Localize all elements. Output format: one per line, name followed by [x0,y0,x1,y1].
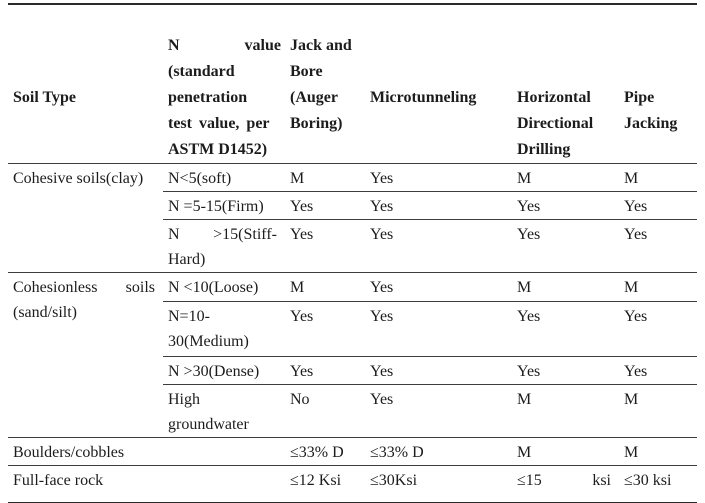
cell-hdd: M [512,385,619,438]
cell-jack-and-bore: ≤33% D [285,438,365,466]
cell-soil-type: Cohesionless soils (sand/silt) [8,273,163,438]
cell-hdd: M [512,438,619,466]
cell-n-value: High groundwater [163,385,285,438]
cell-microtunneling: Yes [365,357,512,385]
header-pipe-jacking: Pipe Jacking [619,4,697,164]
header-hdd: Horizontal Directional Drilling [512,4,619,164]
cell-n-value: N =5-15(Firm) [163,192,285,220]
cell-soil-type: Cohesive soils(clay) [8,164,163,273]
header-microtunneling: Microtunneling [365,4,512,164]
cell-soil-type: Full-face rock [8,466,163,503]
cell-pipe-jacking: ≤30 ksi [619,466,697,503]
cell-hdd: Yes [512,302,619,357]
cell-jack-and-bore: ≤12 Ksi [285,466,365,503]
cell-microtunneling: Yes [365,164,512,192]
cell-microtunneling: Yes [365,273,512,302]
cell-pipe-jacking: M [619,385,697,438]
cell-jack-and-bore: M [285,273,365,302]
soil-methods-table [8,3,697,503]
cell-pipe-jacking: Yes [619,302,697,357]
row-full-face-rock [8,466,697,503]
cell-hdd: M [512,273,619,302]
header-n-value-line1: N value [168,37,281,54]
cell-n-value: N >30(Dense) [163,357,285,385]
cell-jack-and-bore: Yes [285,220,365,273]
header-n-value: N value (standard penetration test value, per ASTM D1452) [163,4,285,164]
cell-microtunneling: ≤33% D [365,438,512,466]
cell-hdd: ≤15 ksi [512,466,619,503]
header-jack-and-bore: Jack and Bore (Auger Boring) [285,4,365,164]
cell-jack-and-bore: Yes [285,192,365,220]
cell-microtunneling: Yes [365,385,512,438]
row-cohesionless-loose [8,273,697,302]
cell-n-value: N <10(Loose) [163,273,285,302]
cell-pipe-jacking: M [619,164,697,192]
row-boulders-cobbles [8,438,697,466]
cell-hdd: Yes [512,220,619,273]
cell-jack-and-bore: M [285,164,365,192]
cell-pipe-jacking: Yes [619,220,697,273]
cell-hdd: Yes [512,192,619,220]
header-row [8,4,697,164]
cell-hdd: Yes [512,357,619,385]
cell-n-value [163,466,285,503]
cell-jack-and-bore: Yes [285,357,365,385]
cell-n-value: N=10- 30(Medium) [163,302,285,357]
cell-jack-and-bore: No [285,385,365,438]
cell-jack-and-bore: Yes [285,302,365,357]
cell-microtunneling: Yes [365,220,512,273]
cell-n-value: N >15(Stiff- Hard) [163,220,285,273]
cell-microtunneling: ≤30Ksi [365,466,512,503]
cell-pipe-jacking: Yes [619,357,697,385]
cell-pipe-jacking: Yes [619,192,697,220]
cell-microtunneling: Yes [365,192,512,220]
cell-microtunneling: Yes [365,302,512,357]
cell-pipe-jacking: M [619,273,697,302]
header-soil-type-label: Soil Type [13,89,76,106]
header-soil-type [8,4,163,164]
cell-hdd: M [512,164,619,192]
cell-pipe-jacking: M [619,438,697,466]
row-cohesive-soft [8,164,697,192]
cell-n-value: N<5(soft) [163,164,285,192]
cell-n-value [163,438,285,466]
cell-soil-type: Boulders/cobbles [8,438,163,466]
